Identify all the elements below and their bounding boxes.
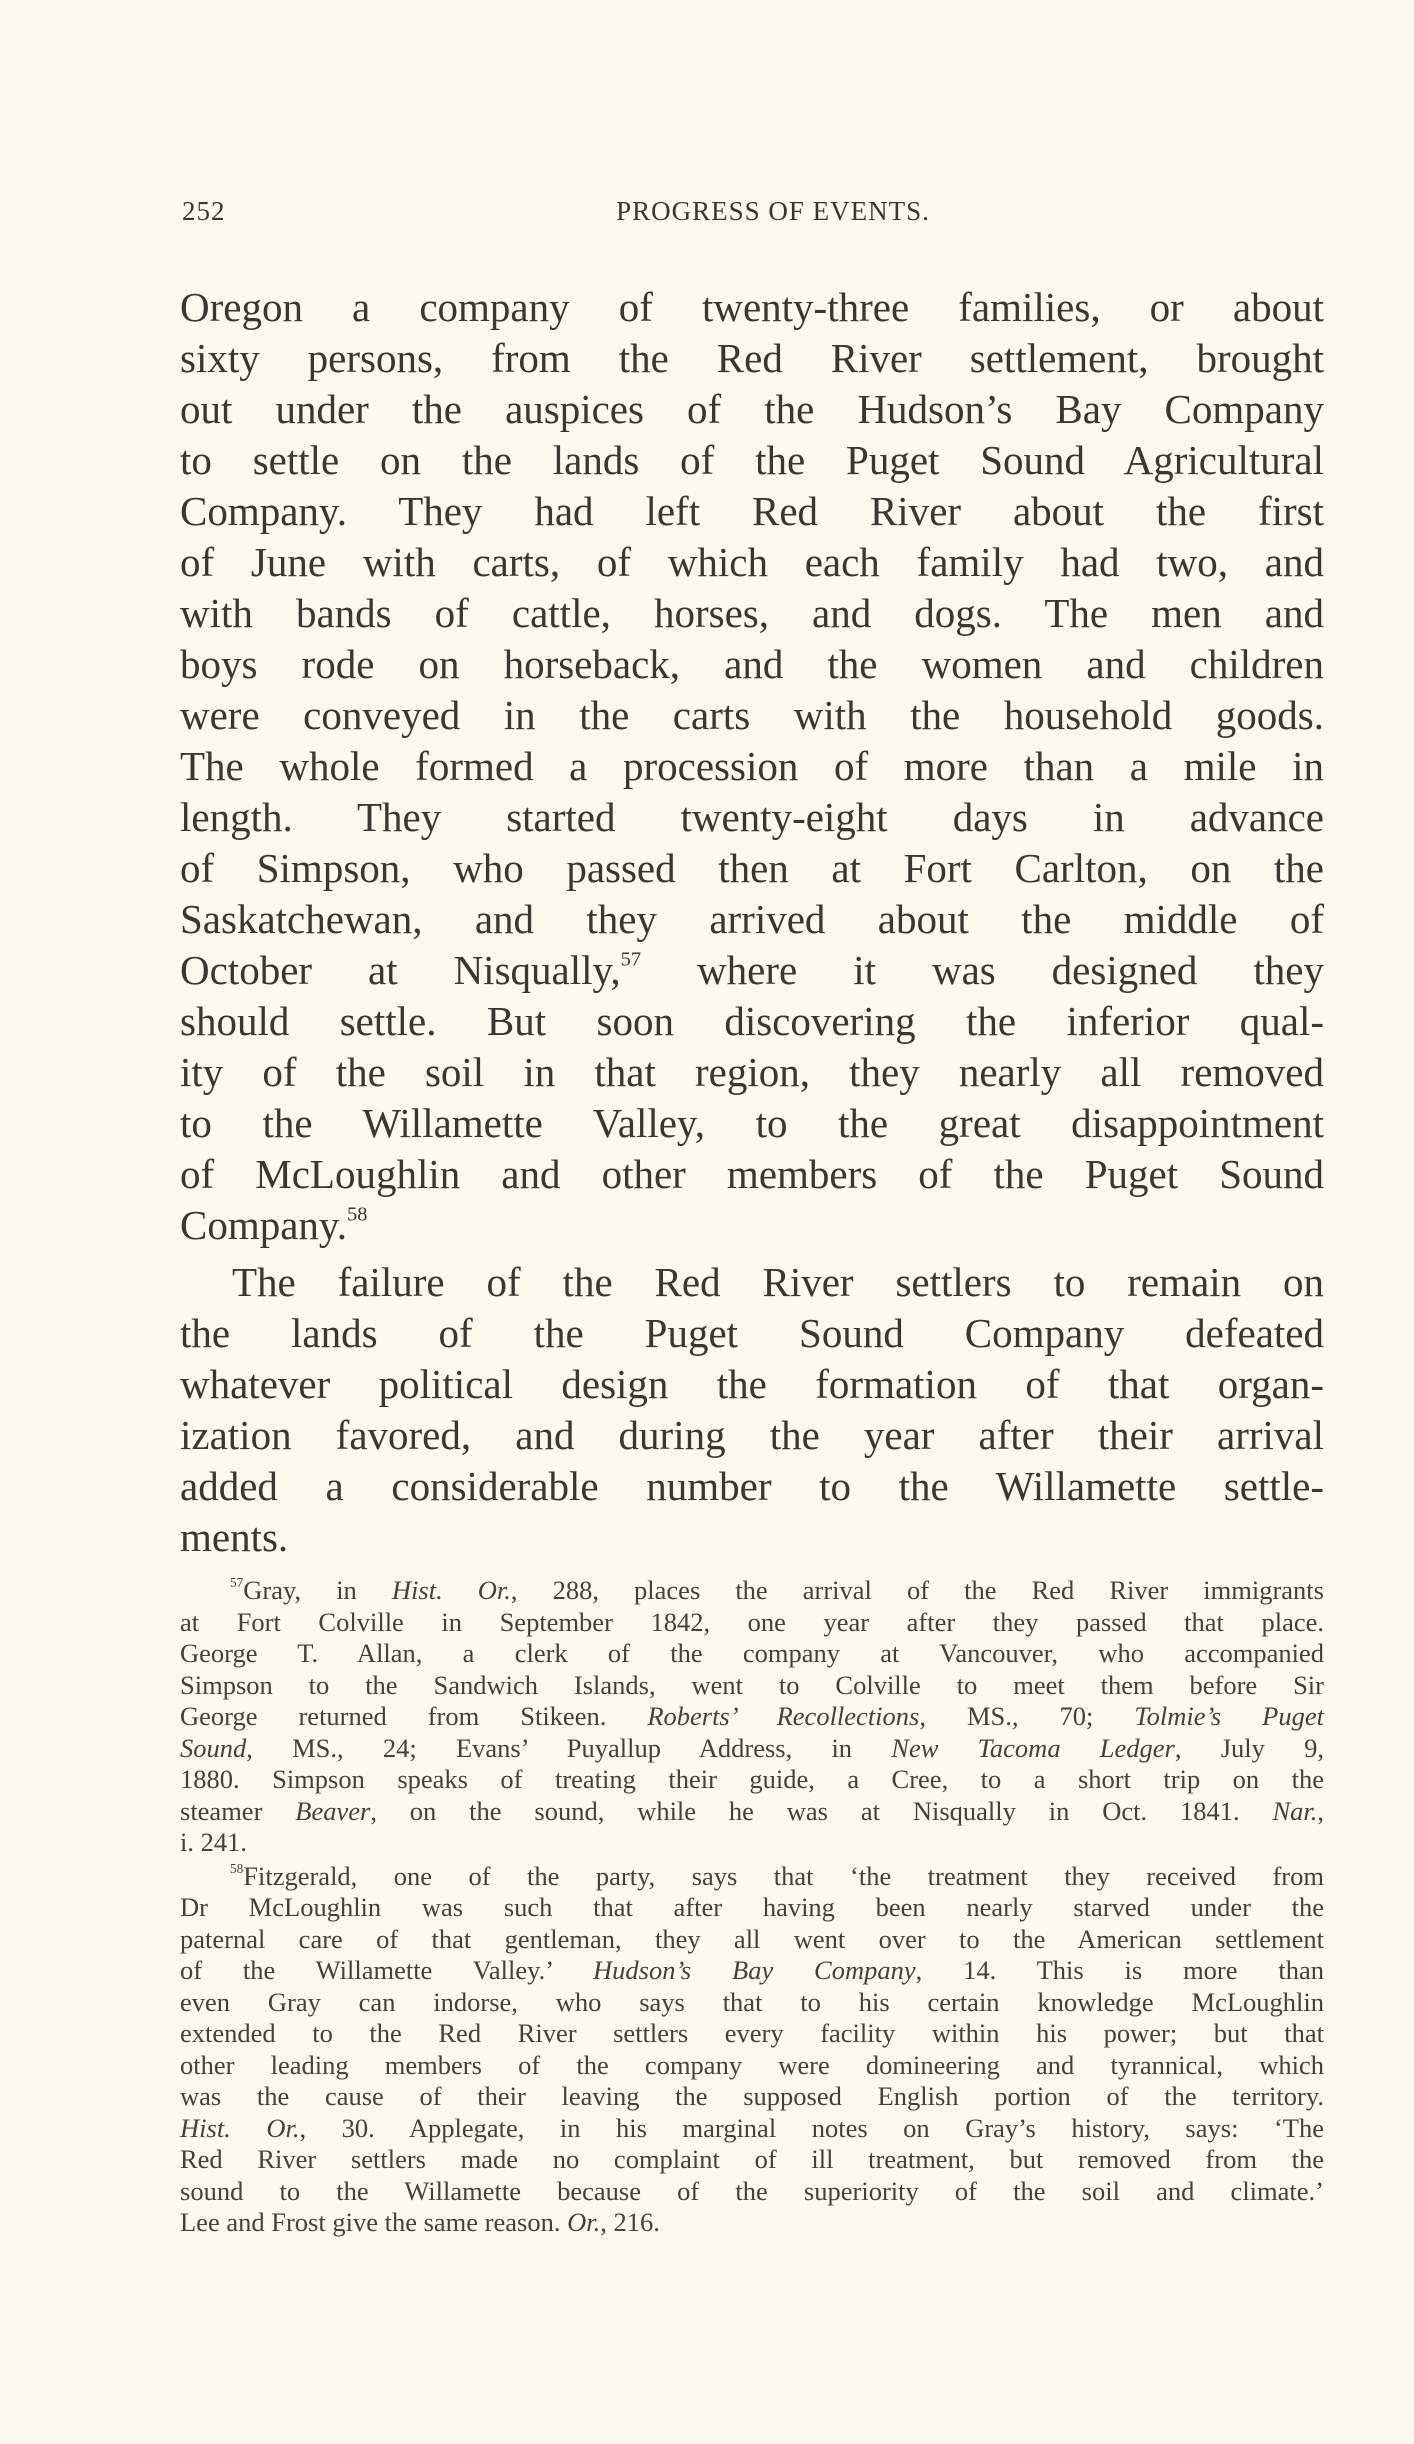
text-run: length. They started twenty-eight days in advance xyxy=(180,794,1324,840)
text-line xyxy=(180,1764,1324,1796)
text-run: Fitzgerald, one of the party, says that ‘the treatment they received from xyxy=(243,1860,1324,1891)
text-run: was the cause of their leaving the supposed English portion of the territory. xyxy=(180,2081,1324,2111)
footnote-marker: 57 xyxy=(620,948,642,971)
italic-citation: New Tacoma Ledger xyxy=(891,1732,1175,1763)
text-run: of the Willamette Valley.’ xyxy=(180,1955,593,1985)
text-run: to the Willamette Valley, to the great disappointment xyxy=(180,1100,1324,1146)
text-line xyxy=(180,1924,1324,1956)
text-line xyxy=(180,1200,1324,1251)
text-line xyxy=(180,537,1324,588)
text-run: Gray, in xyxy=(243,1575,392,1605)
text-run: Dr McLoughlin was such that after having been nearly starved under the xyxy=(180,1892,1324,1922)
italic-citation: Beaver xyxy=(295,1795,371,1826)
text-run: , 14. This is more than xyxy=(915,1955,1324,1985)
text-line xyxy=(180,384,1324,435)
text-run: Simpson to the Sandwich Islands, went to Colville to meet them before Sir xyxy=(180,1669,1324,1700)
text-run: the lands of the Puget Sound Company defeated xyxy=(180,1310,1324,1356)
text-run: were conveyed in the carts with the household goods. xyxy=(180,692,1324,738)
text-line xyxy=(180,1861,1324,1893)
text-run: other leading members of the company were domineering and tyrannical, which xyxy=(180,2049,1324,2080)
text-run: should settle. But soon discovering the inferior qual- xyxy=(180,998,1324,1044)
text-run: of McLoughlin and other members of the Puget Sound xyxy=(180,1151,1324,1197)
text-run: with bands of cattle, horses, and dogs. The men and xyxy=(180,590,1324,636)
text-line xyxy=(180,1701,1324,1733)
italic-citation: Tolmie’s Puget xyxy=(1134,1701,1324,1731)
italic-citation: Hudson’s Bay Company xyxy=(593,1955,916,1985)
text-run: where it was designed they xyxy=(641,947,1324,993)
text-run: boys rode on horseback, and the women and children xyxy=(180,641,1324,687)
text-run: 1880. Simpson speaks of treating their guide, a Cree, to a short trip on the xyxy=(180,1764,1324,1794)
text-line xyxy=(180,1796,1324,1828)
body-text xyxy=(180,282,1324,1563)
text-line xyxy=(180,1670,1324,1702)
text-run: , xyxy=(1317,1795,1324,1826)
text-run: at Fort Colville in September 1842, one year after they passed that place. xyxy=(180,1606,1324,1637)
text-run: , 216. xyxy=(600,2207,660,2237)
text-line xyxy=(180,1308,1324,1359)
text-run: i. 241. xyxy=(180,1827,247,1857)
text-run: ity of the soil in that region, they nearly all removed xyxy=(180,1049,1324,1095)
text-line xyxy=(180,588,1324,639)
footnote-marker: 57 xyxy=(230,1575,244,1591)
text-line xyxy=(180,690,1324,741)
italic-citation: Hist. Or. xyxy=(180,2112,300,2143)
text-run: ments. xyxy=(180,1514,289,1560)
text-line xyxy=(180,894,1324,945)
text-run: Saskatchewan, and they arrived about the middle of xyxy=(180,896,1324,942)
running-header xyxy=(182,196,1324,240)
text-line xyxy=(180,2018,1324,2050)
text-line xyxy=(180,741,1324,792)
text-run: Lee and Frost give the same reason. xyxy=(180,2207,568,2237)
text-run: sixty persons, from the Red River settlement, brought xyxy=(180,335,1324,381)
text-line xyxy=(180,333,1324,384)
text-line xyxy=(180,945,1324,996)
text-line xyxy=(180,843,1324,894)
text-run: Company. They had left Red River about the first xyxy=(180,488,1324,534)
text-line xyxy=(180,1512,1324,1563)
paragraph xyxy=(180,1257,1324,1563)
text-line xyxy=(180,1461,1324,1512)
text-run: , 288, places the arrival of the Red River immigrants xyxy=(510,1575,1324,1605)
text-line xyxy=(180,1575,1324,1607)
text-line xyxy=(180,1827,1324,1859)
text-line xyxy=(180,996,1324,1047)
text-line xyxy=(180,1955,1324,1987)
text-run: Company. xyxy=(180,1202,348,1248)
text-run: ization favored, and during the year after their arrival xyxy=(180,1412,1324,1458)
text-line xyxy=(180,2176,1324,2208)
text-line xyxy=(180,1733,1324,1765)
text-line xyxy=(180,1149,1324,1200)
text-line xyxy=(180,2113,1324,2145)
text-run: of Simpson, who passed then at Fort Carlton, on the xyxy=(180,845,1324,891)
text-run: The failure of the Red River settlers to remain on xyxy=(232,1259,1324,1305)
text-line xyxy=(180,435,1324,486)
italic-citation: Or. xyxy=(567,2207,601,2237)
italic-citation: Sound xyxy=(180,1732,247,1763)
footnote xyxy=(180,1575,1324,1859)
text-run: paternal care of that gentleman, they all went over to the American settlement xyxy=(180,1923,1324,1954)
text-run: added a considerable number to the Willamette settle- xyxy=(180,1463,1324,1509)
text-run: steamer xyxy=(180,1795,296,1826)
footnotes xyxy=(180,1575,1324,2239)
text-run: , on the sound, while he was at Nisqually in Oct. 1841. xyxy=(370,1795,1273,1826)
text-line xyxy=(180,1607,1324,1639)
text-run: of June with carts, of which each family had two, and xyxy=(180,539,1324,585)
text-line xyxy=(180,639,1324,690)
text-run: whatever political design the formation of that organ- xyxy=(180,1361,1324,1407)
text-run: to settle on the lands of the Puget Sound Agricultural xyxy=(180,437,1324,483)
text-run: , July 9, xyxy=(1174,1732,1324,1763)
text-line xyxy=(180,1359,1324,1410)
text-line xyxy=(180,1987,1324,2019)
text-line xyxy=(180,282,1324,333)
text-run: sound to the Willamette because of the superiority of the soil and climate.’ xyxy=(180,2175,1324,2206)
text-run: , MS., 70; xyxy=(919,1701,1135,1731)
text-run: October at Nisqually, xyxy=(180,947,621,993)
text-line xyxy=(180,1047,1324,1098)
text-run: out under the auspices of the Hudson’s Bay Company xyxy=(180,386,1324,432)
running-title: PROGRESS OF EVENTS. xyxy=(616,196,930,226)
text-line xyxy=(180,2144,1324,2176)
text-line xyxy=(180,1410,1324,1461)
footnote xyxy=(180,1861,1324,2239)
footnote-marker: 58 xyxy=(347,1203,368,1226)
text-run: even Gray can indorse, who says that to his certain knowledge McLoughlin xyxy=(180,1986,1324,2017)
paragraph xyxy=(180,282,1324,1251)
text-line xyxy=(180,2207,1324,2239)
text-line xyxy=(180,1638,1324,1670)
text-run: Red River settlers made no complaint of ill treatment, but removed from the xyxy=(180,2144,1324,2174)
text-run: , MS., 24; Evans’ Puyallup Address, in xyxy=(246,1732,892,1763)
text-line xyxy=(180,1257,1324,1308)
text-run: The whole formed a procession of more than a mile in xyxy=(180,743,1324,789)
text-line xyxy=(180,486,1324,537)
text-run: , 30. Applegate, in his marginal notes on Gray’s history, says: ‘The xyxy=(299,2112,1324,2143)
text-run: extended to the Red River settlers every facility within his power; but that xyxy=(180,2018,1324,2048)
text-run: George returned from Stikeen. xyxy=(180,1701,648,1731)
italic-citation: Roberts’ Recollections xyxy=(647,1701,920,1731)
page-number: 252 xyxy=(182,196,226,226)
text-run: Oregon a company of twenty-three families, or about xyxy=(180,284,1324,330)
text-line xyxy=(180,2081,1324,2113)
text-run: George T. Allan, a clerk of the company at Vancouver, who accompanied xyxy=(180,1638,1324,1668)
italic-citation: Hist. Or. xyxy=(391,1575,511,1605)
footnote-marker: 58 xyxy=(230,1860,244,1876)
text-line xyxy=(180,2050,1324,2082)
text-line xyxy=(180,1098,1324,1149)
text-line xyxy=(180,792,1324,843)
italic-citation: Nar. xyxy=(1272,1795,1318,1826)
text-line xyxy=(180,1892,1324,1924)
